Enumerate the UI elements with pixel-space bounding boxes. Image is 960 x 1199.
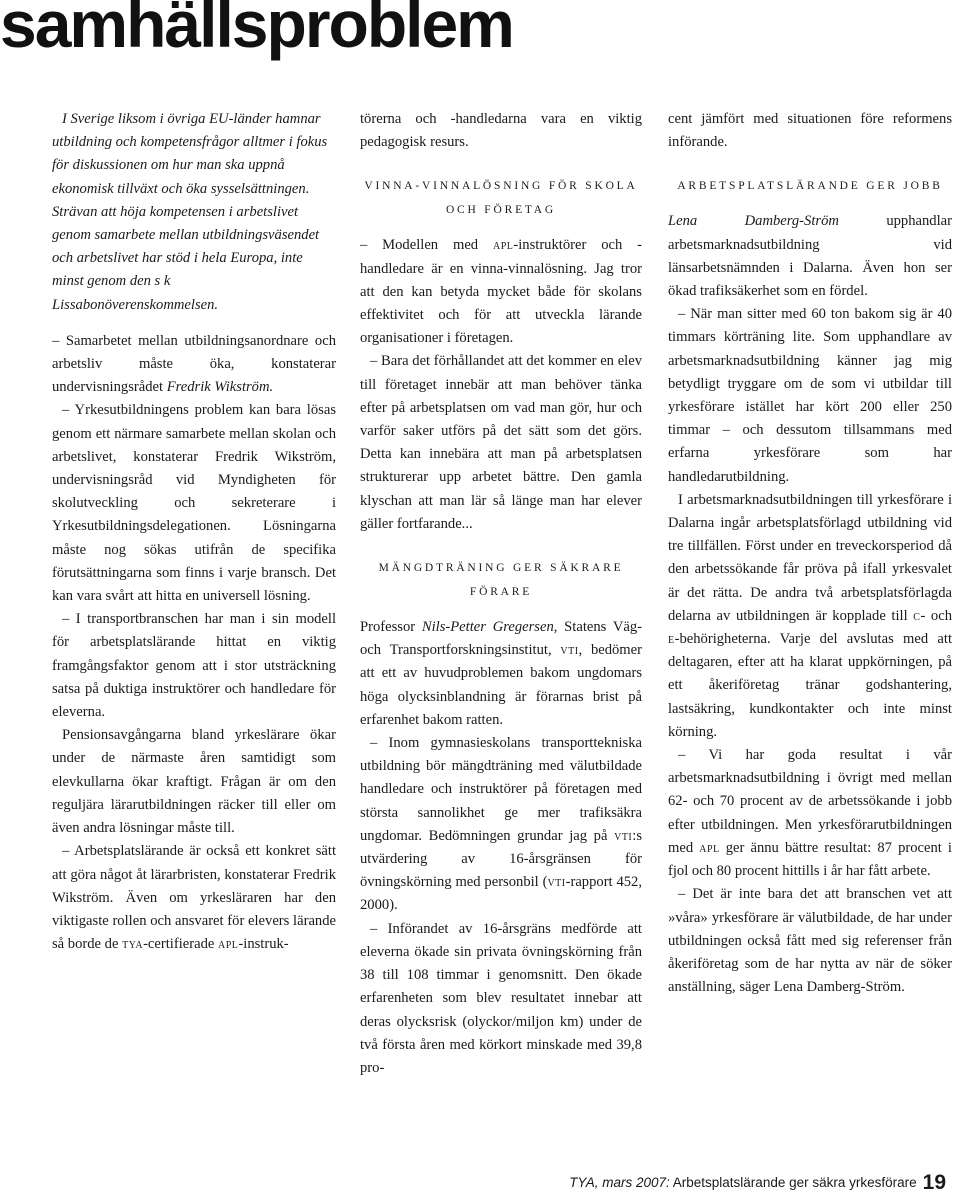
paragraph: törerna och -handledarna vara en viktig pedagogisk resurs.: [360, 111, 642, 151]
abbreviation: e: [668, 631, 675, 648]
column-1: [52, 108, 336, 956]
page-headline: samhällsproblem: [0, 0, 513, 61]
paragraph-text: -instruktörer och -handledare är en vinna-vinnalösning. Jag tror att den kan betyda mycket både för skolans effektivitet och för att utveckla lärande organisationer i företagen.: [360, 237, 642, 347]
footer-publication: TYA, mars 2007:: [569, 1175, 670, 1190]
paragraph-text: Professor: [360, 619, 422, 636]
column-2: [360, 108, 642, 1080]
paragraph: – När man sitter med 60 ton bakom sig är 40 timmars körträning lite. Som upphandlare av arbetsmarknadsutbildning känner jag mig betydligt tryggare om de som vi utbildar till yrkesförare istället har kört 200 eller 250 timmar – och dessutom tillsammans med erfarna yrkesförare som har handledarutbildning.: [668, 306, 952, 485]
page-number: 19: [922, 1171, 946, 1194]
paragraph-text: – Inom gymnasieskolans transporttekniska utbildning bör mängdträning med välutbildade handledare och instruktörer på företagen med största sannolikhet ge mer trafiksäkra ungdomar. Bedömningen grundar jag på: [360, 735, 642, 844]
person-name: Nils-Petter Gregersen: [421, 619, 554, 636]
paragraph-text: I arbetsmarknadsutbildningen till yrkesförare i Dalarna ingår arbetsplatsförlagd utbildning vid tre tillfällen. Först under en treveckorsperiod då den arbetssökande får pröva på ifall yrkesvalet är det rätta. De andra två arbetsplatsförlagda delarna av utbildningen är kopplade till: [668, 491, 952, 624]
abbreviation: apl: [218, 936, 239, 953]
paragraph-text: -rapport 452, 2000).: [360, 874, 642, 914]
paragraph-text: :s utvärdering av 16-årsgränsen för övningskörning med personbil (: [360, 827, 642, 891]
abbreviation: vti: [614, 827, 633, 844]
paragraph-text: ger ännu bättre resultat: 87 procent i fjol och 80 procent hittills i år har fått arbete.: [668, 839, 952, 880]
section-subheading: ARBETSPLATSLÄRANDE GER JOBB: [677, 180, 943, 193]
paragraph: [668, 210, 952, 303]
paragraph: – Införandet av 16-årsgräns medförde att eleverna ökade sin privata övningskörning från 38 till 108 timmar i genomsnitt. Den ökade erfarenheten som blev resultatet innebar att deras olycksrisk (olyckor/miljon km) under de två första åren med körkort minskade med 39,8 pro-: [360, 920, 642, 1076]
paragraph-text: – Modellen med: [360, 237, 493, 254]
paragraph: [52, 330, 336, 400]
paragraph-text: -instruk-: [238, 936, 289, 953]
paragraph-text: -behörigheterna. Varje del avslutas med att deltagaren, efter att ha klarat uppkörningen, på ett åkeriföretag tränar godshantering, lastsäkring, kundkontakter och inte minst körning.: [668, 631, 952, 740]
column-3: [668, 108, 952, 999]
paragraph: [360, 732, 642, 918]
paragraph: cent jämfört med situationen före reformens införande.: [668, 111, 952, 151]
paragraph: – Yrkesutbildningens problem kan bara lösas genom ett närmare samarbete mellan skolan och arbetslivet, konstaterar Fredrik Wikström, undervisningsråd vid Myndigheten för skolutveckling och sekreterare i Yrkesutbildningsdelegationen. Lösningarna måste nog sökas utifrån de specifika förutsättningarna som finns i varje bransch. Det kan vara svårt att hitta en universell lösning.: [52, 402, 336, 605]
person-name: Fredrik Wikström.: [166, 379, 274, 396]
abbreviation: apl: [492, 237, 514, 254]
paragraph: – I transportbranschen har man i sin modell för arbetsplatslärande hittat en viktig framgångsfaktor genom att i stor utsträckning satsa på duktiga instruktörer och handledare för eleverna.: [52, 611, 336, 721]
paragraph-text: – Samarbetet mellan utbildningsanordnare och arbetsliv måste öka, konstaterar undervisningsrådet: [52, 332, 336, 396]
page-footer: [569, 1171, 946, 1195]
abbreviation: tya: [122, 936, 144, 953]
paragraph-text: – Arbetsplatslärande är också ett konkret sätt att göra något åt lärarbristen, konstaterar Fredrik Wikström. Även om yrkesläraren har den viktigaste rollen och ansvaret för elevers lärande så borde de: [52, 843, 336, 953]
paragraph: Pensionsavgångarna bland yrkeslärare ökar under de närmaste åren samtidigt som elevkullarna ökar kraftigt. Frågan är om den reguljära lärarutbildningen räcker till eller om även andra lösningar måste till.: [52, 727, 336, 837]
paragraph-text: upphandlar arbetsmarknadsutbildning vid länsarbetsnämnden i Dalarna. Även hon ser ökad trafiksäkerhet som en fördel.: [668, 213, 952, 300]
paragraph: [668, 489, 952, 744]
section-subheading: VINNA-VINNALÖSNING FÖR SKOLA OCH FÖRETAG: [364, 180, 638, 217]
paragraph-text: - och: [920, 607, 952, 624]
paragraph: [360, 234, 642, 350]
abbreviation: c: [913, 607, 921, 624]
abbreviation: vti: [560, 642, 579, 659]
paragraph: [360, 616, 642, 732]
paragraph: – Det är inte bara det att branschen vet att »våra» yrkesförare är välutbildade, de har under utbildningen också fått med sig referenser från åkeriföretag som de har nytta av när de söker anställning, säger Lena Damberg-Ström.: [668, 886, 952, 996]
paragraph-text: , Statens Väg- och Transportforskningsinstitut,: [360, 619, 643, 659]
paragraph-text: , bedömer att ett av huvudproblemen bakom ungdomars höga olycksinblandning är förarnas brist på erfarenhet bakom ratten.: [360, 642, 642, 728]
footer-title: Arbetsplatslärande ger säkra yrkesförare: [669, 1175, 917, 1190]
paragraph: [668, 744, 952, 883]
paragraph: – Bara det förhållandet att det kommer en elev till företaget innebär att man behöver tänka efter på arbetsplatsen om vad man gör, hur och varför saker utförs på det sätt som det görs. Detta kan innebära att man på arbetsplatsen strukturerar upp arbetet bättre. Den gamla klyschan att man lär så länge man har elever gäller fortfarande...: [360, 353, 642, 532]
abbreviation: vti: [547, 874, 566, 891]
paragraph-text: – Vi har goda resultat i vår arbetsmarknadsutbildning i övrigt med mellan 62- och 70 procent av de arbetssökande i jobb efter utbildningen. Men yrkesförarutbildningen med: [668, 747, 952, 856]
lead-paragraph: I Sverige liksom i övriga EU-länder hamnar utbildning och kompetensfrågor alltmer i fokus för diskussionen om hur man ska uppnå ekonomisk tillväxt och öka sysselsättningen. Strävan att höja kompetensen i arbetslivet genom samarbete mellan utbildningsväsendet och arbetslivet har stöd i hela Europa, inte minst genom den s k Lissabonöverenskommelsen.: [52, 111, 328, 313]
abbreviation: apl: [699, 839, 720, 856]
paragraph: [52, 840, 336, 956]
person-name: Lena Damberg-Ström: [668, 213, 839, 230]
paragraph-text: -certifierade: [143, 936, 218, 953]
section-subheading: MÄNGDTRÄNING GER SÄKRARE FÖRARE: [378, 562, 624, 599]
